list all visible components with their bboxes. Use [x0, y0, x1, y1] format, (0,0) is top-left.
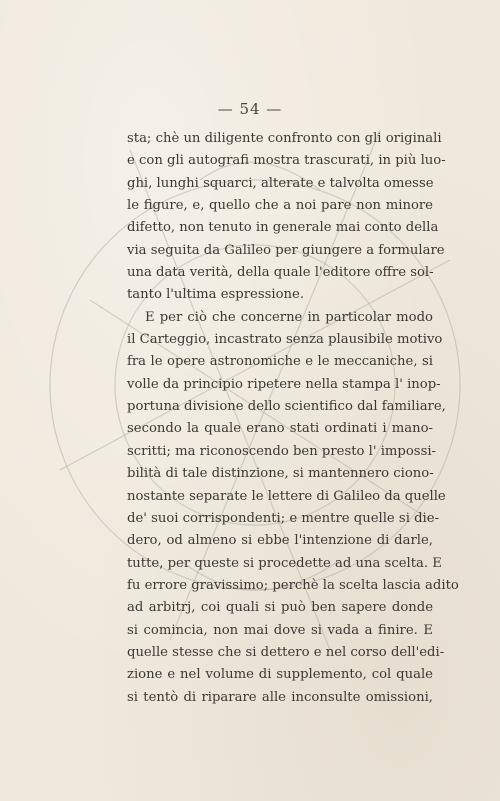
text-line: quelle stesse che si dettero e nel corso dell'edi- [127, 644, 445, 660]
text-line: si comincia, non mai dove si vada a finire. E [127, 622, 433, 638]
text-line: e con gli autografi mostra trascurati, in più luo- [127, 153, 446, 169]
text-line: ghi, lunghi squarci, alterate e talvolta omesse [127, 175, 434, 191]
text-line: le figure, e, quello che a noi pare non minore [127, 198, 433, 214]
text-line: dero, od almeno si ebbe l'intenzione di darle, [127, 533, 433, 549]
paragraph [127, 307, 459, 709]
text-line: secondo la quale erano stati ordinati i mano- [127, 421, 433, 437]
text-line: tanto l'ultima espressione. [127, 287, 305, 303]
text-line: E per ciò che concerne in particolar modo [145, 309, 433, 325]
page-number: — 54 — [217, 100, 283, 118]
text-line: una data verità, della quale l'editore offre sol- [127, 265, 434, 281]
text-line: portuna divisione dello scientifico dal familiare, [127, 399, 446, 415]
text-line: de' suoi corrispondenti; e mentre quelle si die- [127, 510, 440, 526]
text-line: difetto, non tenuto in generale mai conto della [127, 220, 439, 236]
text-line: bilità di tale distinzione, si mantennero ciono- [127, 466, 434, 482]
text-line: volle da principio ripetere nella stampa l' inop- [127, 376, 441, 392]
text-line: si tentò di riparare alle inconsulte omissioni, [127, 689, 433, 705]
text-line: fra le opere astronomiche e le meccaniche, si [127, 354, 433, 370]
text-line: tutte, per queste si procedette ad una scelta. E [127, 555, 442, 571]
text-line: nostante separate le lettere di Galileo da quelle [127, 488, 446, 504]
body-text [127, 128, 459, 709]
text-line: sta; chè un diligente confronto con gli originali [127, 131, 442, 146]
text-line: via seguita da Galileo per giungere a formulare [127, 242, 445, 258]
text-line: ad arbitrj, coi quali si può ben sapere donde [127, 600, 433, 616]
text-line: il Carteggio, incastrato senza plausibile motivo [127, 332, 443, 348]
text-line: zione e nel volume di supplemento, col quale [127, 667, 433, 683]
text-line: scritti; ma riconoscendo ben presto l' impossi- [127, 443, 437, 459]
text-line: fu errore gravissimo; perchè la scelta lascia adito [127, 577, 459, 593]
paragraph [127, 128, 446, 307]
